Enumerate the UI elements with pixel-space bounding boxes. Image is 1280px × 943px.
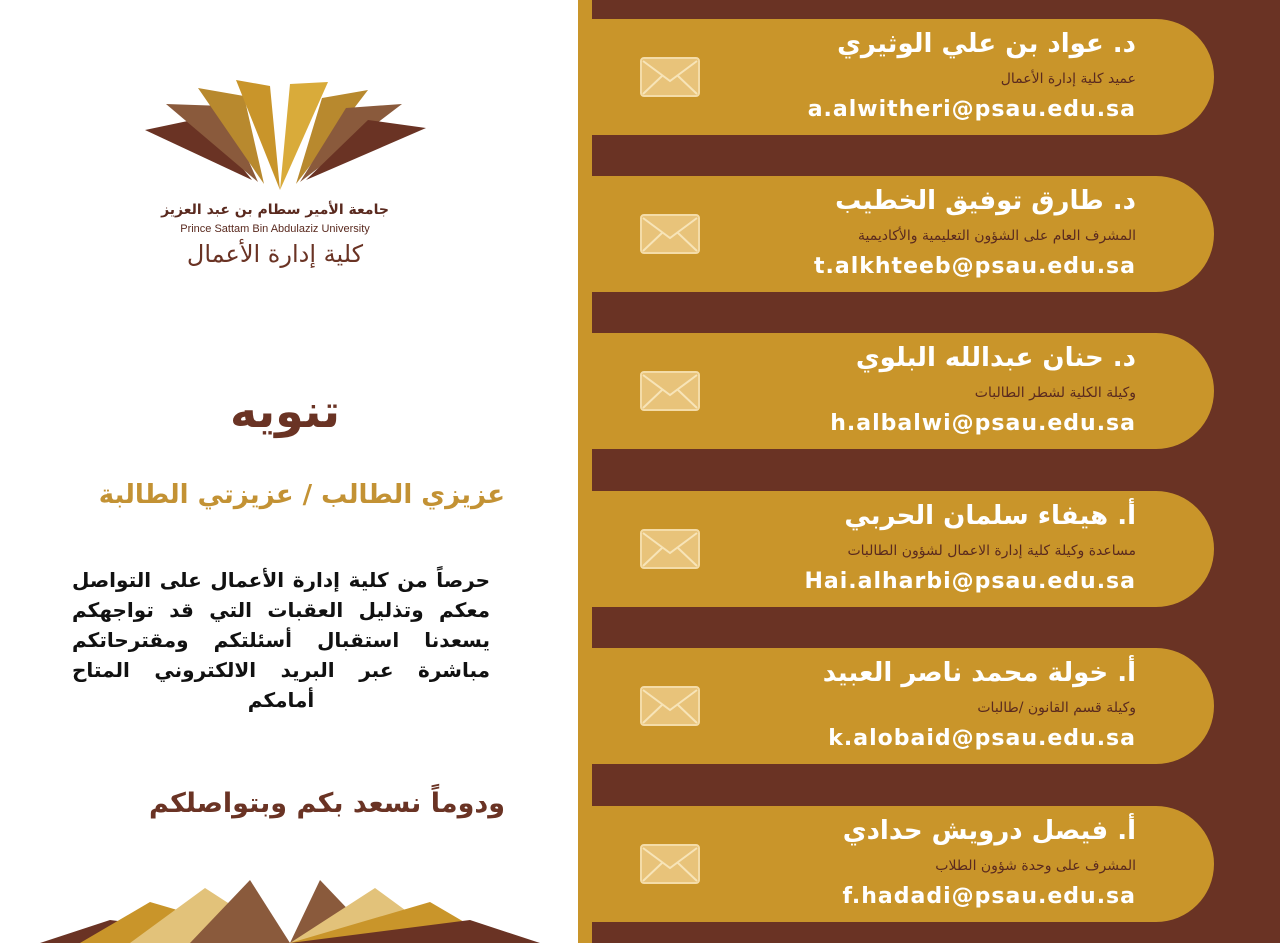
contact-title: المشرف على وحدة شؤون الطلاب bbox=[935, 858, 1136, 874]
contact-email[interactable]: a.alwitheri@psau.edu.sa bbox=[807, 97, 1136, 122]
contact-name: أ. فيصل درويش حدادي bbox=[842, 816, 1136, 846]
contact-title: المشرف العام على الشؤون التعليمية والأكاديمية bbox=[858, 228, 1136, 244]
greeting: عزيزي الطالب / عزيزتي الطالبة bbox=[98, 480, 505, 510]
contact-name: د. طارق توفيق الخطيب bbox=[835, 186, 1136, 216]
contact-card bbox=[592, 19, 1214, 135]
contact-name: د. عواد بن علي الوثيري bbox=[837, 29, 1136, 59]
notice-title: تنويه bbox=[229, 384, 341, 438]
university-name-english: Prince Sattam Bin Abdulaziz University bbox=[180, 223, 370, 235]
contact-card bbox=[592, 491, 1214, 607]
contacts-panel bbox=[578, 0, 1280, 943]
contact-card bbox=[592, 806, 1214, 922]
contact-name: د. حنان عبدالله البلوي bbox=[855, 343, 1136, 373]
college-name: كلية إدارة الأعمال bbox=[186, 240, 364, 268]
contact-title: عميد كلية إدارة الأعمال bbox=[1000, 71, 1136, 87]
book-logo-icon bbox=[140, 78, 430, 202]
contact-name: أ. خولة محمد ناصر العبيد bbox=[822, 658, 1136, 688]
university-logo bbox=[140, 78, 430, 278]
contact-email[interactable]: f.hadadi@psau.edu.sa bbox=[842, 884, 1136, 909]
contact-email[interactable]: t.alkhteeb@psau.edu.sa bbox=[814, 254, 1136, 279]
panel-edge bbox=[578, 0, 592, 943]
notice-body: حرصاً من كلية إدارة الأعمال على التواصل معكم وتذليل العقبات التي قد تواجهكم يسعدنا استقبال أسئلتكم ومقترحاتكم مباشرة عبر البريد الالكتروني المتاح أمامكم bbox=[72, 568, 490, 712]
contact-email[interactable]: k.alobaid@psau.edu.sa bbox=[828, 726, 1136, 751]
contact-title: وكيلة قسم القانون /طالبات bbox=[977, 700, 1136, 716]
contact-card bbox=[592, 333, 1214, 449]
contact-email[interactable]: Hai.alharbi@psau.edu.sa bbox=[804, 569, 1136, 594]
contact-card bbox=[592, 176, 1214, 292]
closing-line: ودوماً نسعد بكم وبتواصلكم bbox=[148, 788, 505, 819]
contact-title: مساعدة وكيلة كلية إدارة الاعمال لشؤون الطالبات bbox=[847, 543, 1136, 559]
contact-title: وكيلة الكلية لشطر الطالبات bbox=[974, 385, 1136, 401]
university-name-arabic: جامعة الأمير سطام بن عبد العزيز bbox=[161, 202, 389, 218]
notice-panel bbox=[0, 0, 578, 943]
contact-card bbox=[592, 648, 1214, 764]
book-decoration-icon bbox=[0, 850, 578, 943]
contact-email[interactable]: h.albalwi@psau.edu.sa bbox=[830, 411, 1136, 436]
contact-name: أ. هيفاء سلمان الحربي bbox=[844, 501, 1136, 531]
